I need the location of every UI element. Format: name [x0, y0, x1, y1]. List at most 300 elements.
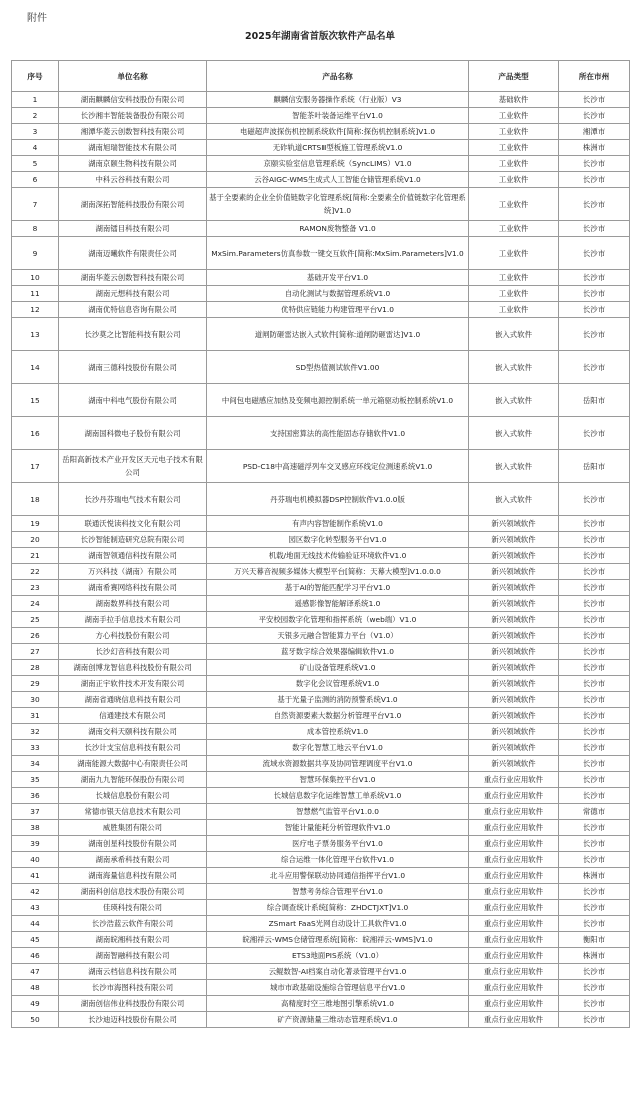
cell-company: 湖南海量信息科技有限公司 [59, 868, 207, 884]
cell-type: 新兴领域软件 [469, 692, 559, 708]
cell-index: 30 [12, 692, 59, 708]
cell-city: 长沙市 [559, 676, 630, 692]
cell-index: 12 [12, 302, 59, 318]
cell-type: 新兴领域软件 [469, 516, 559, 532]
cell-index: 23 [12, 580, 59, 596]
cell-company: 湖南皖湘科技有限公司 [59, 932, 207, 948]
cell-type: 重点行业应用软件 [469, 836, 559, 852]
cell-type: 工业软件 [469, 172, 559, 188]
cell-type: 重点行业应用软件 [469, 916, 559, 932]
cell-index: 46 [12, 948, 59, 964]
table-row [12, 996, 630, 1012]
cell-type: 嵌入式软件 [469, 483, 559, 516]
cell-company: 湘潭华菱云创数智科技有限公司 [59, 124, 207, 140]
cell-product: 北斗应用警保联动协同通信指挥平台V1.0 [207, 868, 469, 884]
cell-type: 新兴领域软件 [469, 596, 559, 612]
cell-product: 流域水资源数据共享及协同管理调度平台V1.0 [207, 756, 469, 772]
cell-product: 电磁超声波探伤机控制系统软件[简称:探伤机控制系统]V1.0 [207, 124, 469, 140]
cell-product: 数字化会议管理系统V1.0 [207, 676, 469, 692]
cell-product: 优特供应链能力构建管理平台V1.0 [207, 302, 469, 318]
cell-type: 工业软件 [469, 221, 559, 237]
table-row [12, 948, 630, 964]
cell-index: 22 [12, 564, 59, 580]
header-company: 单位名称 [59, 61, 207, 92]
cell-product: ZSmart FaaS光网自动设计工具软件V1.0 [207, 916, 469, 932]
cell-company: 湖南手拉手信息技术有限公司 [59, 612, 207, 628]
table-row [12, 516, 630, 532]
cell-city: 长沙市 [559, 980, 630, 996]
cell-product: 基于全要素的企业全价值链数字化管理系统[简称:全要素全价值链数字化管理系统]V1.0 [207, 188, 469, 221]
cell-city: 长沙市 [559, 740, 630, 756]
cell-product: ETS3地面PIS系统（V1.0） [207, 948, 469, 964]
cell-city: 长沙市 [559, 188, 630, 221]
table-row [12, 980, 630, 996]
cell-index: 35 [12, 772, 59, 788]
table-row [12, 708, 630, 724]
cell-city: 岳阳市 [559, 384, 630, 417]
cell-type: 工业软件 [469, 237, 559, 270]
cell-company: 长沙湘丰智能装备股份有限公司 [59, 108, 207, 124]
cell-company: 湖南智融科技有限公司 [59, 948, 207, 964]
cell-product: 城市市政基础设施综合管理信息平台V1.0 [207, 980, 469, 996]
cell-product: 矿山设备管理系统V1.0 [207, 660, 469, 676]
cell-type: 新兴领域软件 [469, 660, 559, 676]
cell-product: 云谷AIGC-WMS生成式人工智能仓储管理系统V1.0 [207, 172, 469, 188]
table-row [12, 772, 630, 788]
cell-index: 29 [12, 676, 59, 692]
cell-city: 长沙市 [559, 644, 630, 660]
cell-company: 湖南国科微电子股份有限公司 [59, 417, 207, 450]
cell-city: 长沙市 [559, 302, 630, 318]
cell-product: 麒麟信安服务器操作系统（行业版）V3 [207, 92, 469, 108]
cell-type: 新兴领域软件 [469, 628, 559, 644]
cell-city: 株洲市 [559, 868, 630, 884]
cell-type: 新兴领域软件 [469, 756, 559, 772]
cell-index: 6 [12, 172, 59, 188]
cell-product: 丹芬瑞电机模拟器DSP控制软件V1.0.0版 [207, 483, 469, 516]
cell-index: 3 [12, 124, 59, 140]
cell-index: 7 [12, 188, 59, 221]
table-row [12, 351, 630, 384]
cell-company: 湖南九九智能环保股份有限公司 [59, 772, 207, 788]
cell-index: 32 [12, 724, 59, 740]
cell-company: 长沙迪迈科技股份有限公司 [59, 1012, 207, 1028]
cell-index: 41 [12, 868, 59, 884]
cell-city: 常德市 [559, 804, 630, 820]
table-body [12, 92, 630, 1028]
cell-index: 28 [12, 660, 59, 676]
cell-company: 湖南正宇软件技术开发有限公司 [59, 676, 207, 692]
cell-product: 万兴天幕音视频多媒体大模型平台[简称：天幕大模型]V1.0.0.0 [207, 564, 469, 580]
cell-type: 重点行业应用软件 [469, 772, 559, 788]
cell-type: 新兴领域软件 [469, 532, 559, 548]
cell-company: 长沙莫之比智能科技有限公司 [59, 318, 207, 351]
table-row [12, 580, 630, 596]
cell-city: 长沙市 [559, 692, 630, 708]
cell-index: 48 [12, 980, 59, 996]
cell-company: 常德市银天信息技术有限公司 [59, 804, 207, 820]
cell-index: 5 [12, 156, 59, 172]
cell-city: 长沙市 [559, 351, 630, 384]
cell-city: 长沙市 [559, 628, 630, 644]
cell-company: 湖南镭目科技有限公司 [59, 221, 207, 237]
cell-company: 万兴科技（湖南）有限公司 [59, 564, 207, 580]
cell-index: 43 [12, 900, 59, 916]
cell-product: 天银多元融合智能算力平台（V1.0） [207, 628, 469, 644]
cell-index: 24 [12, 596, 59, 612]
cell-index: 36 [12, 788, 59, 804]
cell-city: 长沙市 [559, 108, 630, 124]
table-row [12, 564, 630, 580]
cell-city: 长沙市 [559, 564, 630, 580]
table-row [12, 140, 630, 156]
table-row [12, 1012, 630, 1028]
cell-index: 31 [12, 708, 59, 724]
cell-product: 长城信息数字化运维智慧工单系统V1.0 [207, 788, 469, 804]
cell-city: 长沙市 [559, 172, 630, 188]
cell-type: 重点行业应用软件 [469, 900, 559, 916]
cell-company: 湖南希赛网络科技有限公司 [59, 580, 207, 596]
cell-index: 9 [12, 237, 59, 270]
attachment-label: 附件 [27, 13, 47, 24]
cell-type: 嵌入式软件 [469, 384, 559, 417]
table-row [12, 450, 630, 483]
cell-company: 长沙幻音科技有限公司 [59, 644, 207, 660]
cell-index: 27 [12, 644, 59, 660]
table-row [12, 172, 630, 188]
cell-product: 自动化测试与数据管理系统V1.0 [207, 286, 469, 302]
cell-product: RAMON废物整备 V1.0 [207, 221, 469, 237]
table-row [12, 900, 630, 916]
cell-product: 蓝牙数字综合效果器编辑软件V1.0 [207, 644, 469, 660]
cell-company: 湖南迈曦软件有限责任公司 [59, 237, 207, 270]
header-index: 序号 [12, 61, 59, 92]
table-row [12, 692, 630, 708]
cell-product: 园区数字化转型服务平台V1.0 [207, 532, 469, 548]
cell-type: 工业软件 [469, 188, 559, 221]
table-row [12, 108, 630, 124]
cell-type: 工业软件 [469, 156, 559, 172]
cell-type: 嵌入式软件 [469, 417, 559, 450]
cell-product: 综合调查统计系统[简称：ZHDCTJXT]V1.0 [207, 900, 469, 916]
cell-type: 工业软件 [469, 286, 559, 302]
table-row [12, 916, 630, 932]
cell-type: 重点行业应用软件 [469, 980, 559, 996]
table-row [12, 124, 630, 140]
cell-city: 长沙市 [559, 270, 630, 286]
cell-index: 47 [12, 964, 59, 980]
cell-type: 工业软件 [469, 140, 559, 156]
cell-type: 工业软件 [469, 124, 559, 140]
cell-company: 湖南创博龙智信息科技股份有限公司 [59, 660, 207, 676]
cell-company: 长城信息股份有限公司 [59, 788, 207, 804]
cell-product: 基于光量子监测的消防预警系统V1.0 [207, 692, 469, 708]
table-row [12, 417, 630, 450]
table-row [12, 804, 630, 820]
cell-company: 湖南创星科技股份有限公司 [59, 836, 207, 852]
cell-type: 工业软件 [469, 302, 559, 318]
table-row [12, 483, 630, 516]
cell-city: 株洲市 [559, 140, 630, 156]
cell-index: 17 [12, 450, 59, 483]
table-row [12, 964, 630, 980]
cell-product: 智慧环保集控平台V1.0 [207, 772, 469, 788]
cell-type: 重点行业应用软件 [469, 804, 559, 820]
cell-type: 重点行业应用软件 [469, 820, 559, 836]
table-row [12, 237, 630, 270]
cell-product: 矿产资源储量三维动态管理系统V1.0 [207, 1012, 469, 1028]
cell-company: 湖南京颐生物科技有限公司 [59, 156, 207, 172]
cell-product: 自然资源要素大数据分析管理平台V1.0 [207, 708, 469, 724]
cell-index: 50 [12, 1012, 59, 1028]
table-row [12, 548, 630, 564]
cell-product: MxSim.Parameters仿真参数一键交互软件[简称:MxSim.Parameters]V1.0 [207, 237, 469, 270]
cell-company: 湖南云档信息科技有限公司 [59, 964, 207, 980]
cell-index: 15 [12, 384, 59, 417]
cell-company: 湖南智领通信科技有限公司 [59, 548, 207, 564]
cell-index: 38 [12, 820, 59, 836]
cell-city: 长沙市 [559, 708, 630, 724]
cell-city: 株洲市 [559, 948, 630, 964]
cell-product: 无砟轨道CRTSⅢ型板施工管理系统V1.0 [207, 140, 469, 156]
cell-index: 14 [12, 351, 59, 384]
cell-company: 长沙智能制造研究总院有限公司 [59, 532, 207, 548]
cell-city: 长沙市 [559, 916, 630, 932]
cell-product: 综合运维一体化管理平台软件V1.0 [207, 852, 469, 868]
cell-city: 长沙市 [559, 900, 630, 916]
cell-product: 云鲲数智-AI档案自动化著录管理平台V1.0 [207, 964, 469, 980]
table-row [12, 676, 630, 692]
cell-company: 湖南优特信息咨询有限公司 [59, 302, 207, 318]
cell-city: 长沙市 [559, 580, 630, 596]
cell-city: 长沙市 [559, 156, 630, 172]
table-row [12, 788, 630, 804]
cell-company: 湖南华菱云创数智科技有限公司 [59, 270, 207, 286]
cell-product: 皖湘祥云-WMS仓储管理系统[简称：皖湘祥云-WMS]V1.0 [207, 932, 469, 948]
cell-index: 39 [12, 836, 59, 852]
cell-company: 威胜集团有限公司 [59, 820, 207, 836]
cell-index: 34 [12, 756, 59, 772]
table-row [12, 188, 630, 221]
cell-index: 18 [12, 483, 59, 516]
cell-product: 数字化智慧工地云平台V1.0 [207, 740, 469, 756]
cell-company: 长沙浩蓝云软件有限公司 [59, 916, 207, 932]
cell-type: 重点行业应用软件 [469, 996, 559, 1012]
table-row [12, 660, 630, 676]
cell-company: 佳瑛科技有限公司 [59, 900, 207, 916]
cell-index: 49 [12, 996, 59, 1012]
cell-city: 衡阳市 [559, 932, 630, 948]
cell-city: 岳阳市 [559, 450, 630, 483]
table-row [12, 836, 630, 852]
cell-type: 新兴领域软件 [469, 676, 559, 692]
cell-index: 16 [12, 417, 59, 450]
cell-city: 长沙市 [559, 92, 630, 108]
cell-product: 基于AI的智能匹配学习平台V1.0 [207, 580, 469, 596]
cell-city: 长沙市 [559, 483, 630, 516]
cell-product: SD型热值测试软件V1.00 [207, 351, 469, 384]
product-list-table [11, 60, 630, 1028]
cell-city: 长沙市 [559, 516, 630, 532]
cell-product: 中间包电磁感应加热及变频电源控制系统一单元箱驱动板控制系统V1.0 [207, 384, 469, 417]
cell-product: 遥感影像智能解译系统1.0 [207, 596, 469, 612]
header-city: 所在市州 [559, 61, 630, 92]
cell-company: 湖南创信伟业科技股份有限公司 [59, 996, 207, 1012]
cell-company: 湖南交科天颐科技有限公司 [59, 724, 207, 740]
cell-index: 44 [12, 916, 59, 932]
cell-type: 新兴领域软件 [469, 564, 559, 580]
cell-company: 湖南科创信息技术股份有限公司 [59, 884, 207, 900]
cell-company: 联通沃悦读科技文化有限公司 [59, 516, 207, 532]
cell-type: 重点行业应用软件 [469, 884, 559, 900]
cell-city: 长沙市 [559, 964, 630, 980]
cell-company: 湖南省通晓信息科技有限公司 [59, 692, 207, 708]
cell-city: 湘潭市 [559, 124, 630, 140]
cell-city: 长沙市 [559, 820, 630, 836]
cell-index: 20 [12, 532, 59, 548]
cell-company: 湖南中科电气股份有限公司 [59, 384, 207, 417]
cell-city: 长沙市 [559, 884, 630, 900]
table-row [12, 596, 630, 612]
cell-product: 机载/地面无线技术传输验证环境软件V1.0 [207, 548, 469, 564]
cell-city: 长沙市 [559, 756, 630, 772]
cell-product: 高精度时空三维地图引擎系统V1.0 [207, 996, 469, 1012]
cell-city: 长沙市 [559, 417, 630, 450]
cell-city: 长沙市 [559, 996, 630, 1012]
cell-type: 重点行业应用软件 [469, 868, 559, 884]
cell-company: 湖南数界科技有限公司 [59, 596, 207, 612]
cell-company: 湖南深拓智能科技股份有限公司 [59, 188, 207, 221]
cell-type: 嵌入式软件 [469, 450, 559, 483]
table-row [12, 612, 630, 628]
table-row [12, 302, 630, 318]
cell-type: 重点行业应用软件 [469, 852, 559, 868]
cell-city: 长沙市 [559, 788, 630, 804]
cell-type: 嵌入式软件 [469, 318, 559, 351]
cell-product: 医疗电子票务服务平台V1.0 [207, 836, 469, 852]
cell-city: 长沙市 [559, 221, 630, 237]
cell-type: 新兴领域软件 [469, 724, 559, 740]
cell-city: 长沙市 [559, 612, 630, 628]
cell-company: 湖南麒麟信安科技股份有限公司 [59, 92, 207, 108]
cell-company: 长沙计支宝信息科技有限公司 [59, 740, 207, 756]
cell-index: 2 [12, 108, 59, 124]
cell-company: 湖南承希科技有限公司 [59, 852, 207, 868]
table-row [12, 884, 630, 900]
cell-index: 40 [12, 852, 59, 868]
table-row [12, 221, 630, 237]
cell-product: 平安校园数字化管理和指挥系统（web端）V1.0 [207, 612, 469, 628]
cell-company: 湖南元想科技有限公司 [59, 286, 207, 302]
cell-product: 支持国密算法的高性能固态存储软件V1.0 [207, 417, 469, 450]
cell-city: 长沙市 [559, 852, 630, 868]
cell-type: 基础软件 [469, 92, 559, 108]
cell-city: 长沙市 [559, 318, 630, 351]
table-row [12, 270, 630, 286]
cell-city: 长沙市 [559, 286, 630, 302]
cell-index: 42 [12, 884, 59, 900]
header-product: 产品名称 [207, 61, 469, 92]
cell-company: 长沙丹芬瑞电气技术有限公司 [59, 483, 207, 516]
cell-city: 长沙市 [559, 237, 630, 270]
cell-index: 37 [12, 804, 59, 820]
cell-type: 嵌入式软件 [469, 351, 559, 384]
cell-index: 13 [12, 318, 59, 351]
table-row [12, 852, 630, 868]
table-row [12, 384, 630, 417]
cell-type: 工业软件 [469, 270, 559, 286]
cell-product: 智能计量能耗分析管理软件V1.0 [207, 820, 469, 836]
cell-company: 中科云谷科技有限公司 [59, 172, 207, 188]
cell-type: 重点行业应用软件 [469, 788, 559, 804]
cell-product: 成本管控系统V1.0 [207, 724, 469, 740]
cell-product: 道闸防砸雷达嵌入式软件[简称:道闸防砸雷达]V1.0 [207, 318, 469, 351]
cell-company: 岳阳高新技术产业开发区天元电子技术有限公司 [59, 450, 207, 483]
cell-company: 湖南三德科技股份有限公司 [59, 351, 207, 384]
table-row [12, 644, 630, 660]
cell-type: 新兴领域软件 [469, 612, 559, 628]
cell-index: 25 [12, 612, 59, 628]
cell-city: 长沙市 [559, 772, 630, 788]
cell-index: 4 [12, 140, 59, 156]
cell-product: 基础开发平台V1.0 [207, 270, 469, 286]
document-title: 2025年湖南省首版次软件产品名单 [245, 31, 395, 42]
cell-product: 京颐实验室信息管理系统（SyncLIMS）V1.0 [207, 156, 469, 172]
cell-type: 重点行业应用软件 [469, 964, 559, 980]
table-row [12, 724, 630, 740]
cell-product: 有声内容智能制作系统V1.0 [207, 516, 469, 532]
table-row [12, 156, 630, 172]
cell-company: 湖南能源大数据中心有限责任公司 [59, 756, 207, 772]
cell-index: 33 [12, 740, 59, 756]
cell-city: 长沙市 [559, 836, 630, 852]
cell-index: 11 [12, 286, 59, 302]
cell-index: 19 [12, 516, 59, 532]
cell-type: 工业软件 [469, 108, 559, 124]
table-row [12, 318, 630, 351]
table-row [12, 286, 630, 302]
cell-company: 湖南旭瑞智能技术有限公司 [59, 140, 207, 156]
table-row [12, 92, 630, 108]
header-type: 产品类型 [469, 61, 559, 92]
cell-index: 45 [12, 932, 59, 948]
table-row [12, 868, 630, 884]
cell-type: 新兴领域软件 [469, 708, 559, 724]
cell-city: 长沙市 [559, 660, 630, 676]
cell-type: 新兴领域软件 [469, 548, 559, 564]
cell-type: 新兴领域软件 [469, 740, 559, 756]
cell-index: 8 [12, 221, 59, 237]
cell-product: 智能茶叶装备运维平台V1.0 [207, 108, 469, 124]
cell-index: 1 [12, 92, 59, 108]
cell-type: 新兴领域软件 [469, 644, 559, 660]
table-row [12, 820, 630, 836]
cell-type: 重点行业应用软件 [469, 932, 559, 948]
table-row [12, 532, 630, 548]
cell-product: PSD-C18中高速磁浮列车交叉感应环线定位测速系统V1.0 [207, 450, 469, 483]
cell-company: 信通建技术有限公司 [59, 708, 207, 724]
table-row [12, 932, 630, 948]
table-row [12, 756, 630, 772]
cell-type: 新兴领域软件 [469, 580, 559, 596]
cell-city: 长沙市 [559, 596, 630, 612]
cell-city: 长沙市 [559, 1012, 630, 1028]
cell-company: 长沙市海图科技有限公司 [59, 980, 207, 996]
table-row [12, 628, 630, 644]
table-header-row [12, 61, 630, 92]
cell-type: 重点行业应用软件 [469, 1012, 559, 1028]
cell-city: 长沙市 [559, 532, 630, 548]
